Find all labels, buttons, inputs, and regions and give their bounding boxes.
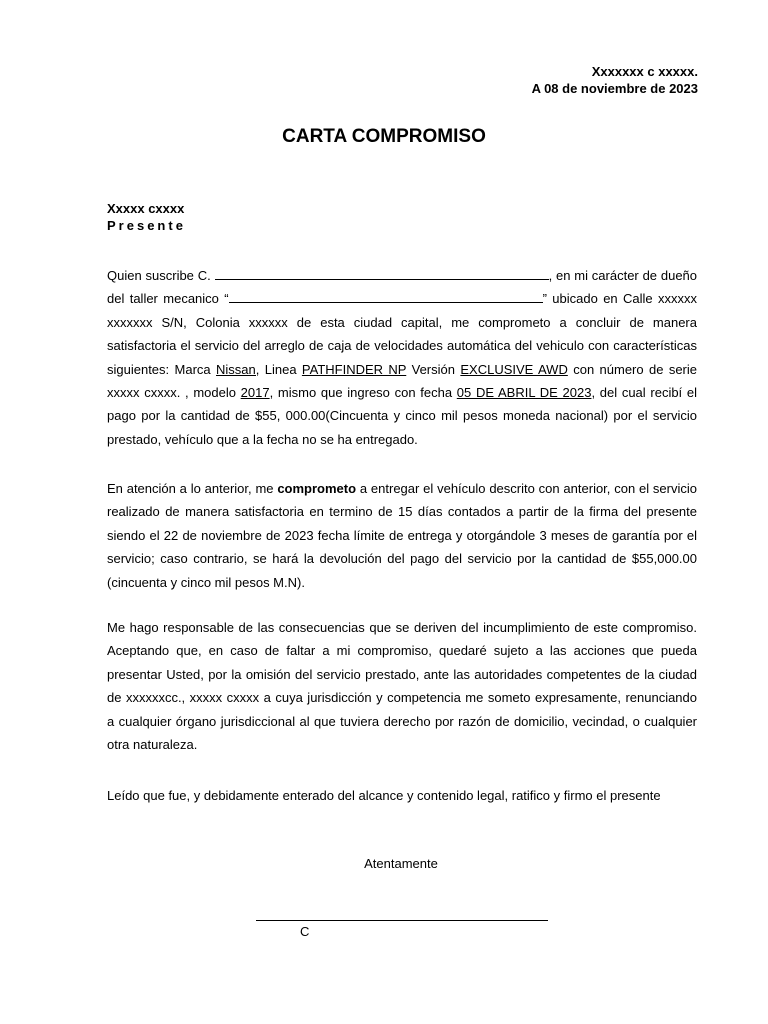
vehicle-version: EXCLUSIVE AWD bbox=[460, 361, 568, 377]
vehicle-line: PATHFINDER NP bbox=[301, 361, 407, 377]
entry-date: 05 DE ABRIL DE 2023 bbox=[456, 385, 592, 401]
vehicle-model: 2017 bbox=[240, 385, 270, 401]
addressee-name: Xxxxx cxxxx bbox=[107, 201, 185, 216]
paragraph-4: Leído que fue, y debidamente enterado del alcance y contenido legal, ratifico y firmo el presente bbox=[107, 788, 661, 803]
name-blank-line bbox=[215, 266, 549, 280]
p1-text-3: ” ubicado en Calle xxxxxx xxxxxxx S/N, Colonia xxxxxx de esta ciudad capital, me comprometo a concluir de manera satisfactoria el servicio del arreglo de caja de velocidades automática del vehiculo con características siguientes: Marca bbox=[107, 291, 698, 377]
p2-text-2: a entregar el vehículo descrito con anterior, con el servicio realizado de manera satisfactoria en termino de 15 días contados a partir de la firma del presente siendo el 22 de noviembre de 2023 fecha límite de entrega y otorgándole 3 meses de garantía por el servicio; caso contrario, se hará la devolución del pago del servicio por la cantidad de $55,000.00 (cincuenta y cinco mil pesos M.N). bbox=[107, 481, 697, 590]
p1-text-7: , mismo que ingreso con fecha bbox=[269, 385, 457, 401]
p1-text-6: con número de serie xxxxx cxxxx. , modelo bbox=[107, 361, 697, 401]
p2-text-1: En atención a lo anterior, me bbox=[107, 481, 278, 496]
paragraph-1 bbox=[107, 264, 697, 451]
p1-text-2: , en mi carácter de dueño del taller mecanico “ bbox=[107, 268, 698, 307]
addressee-block bbox=[107, 200, 186, 234]
header-date: A 08 de noviembre de 2023 bbox=[531, 81, 698, 96]
header-place: Xxxxxxx c xxxxx. bbox=[591, 64, 698, 79]
vehicle-brand: Nissan, bbox=[216, 361, 260, 377]
p1-text-8: , del cual recibí el pago por la cantidad de $55, 000.00(Cincuenta y cinco mil pesos moneda nacional) por el servicio prestado, vehículo que a la fecha no se ha entregado. bbox=[107, 385, 697, 447]
document-title: CARTA COMPROMISO bbox=[282, 126, 486, 147]
signature-line bbox=[256, 920, 548, 921]
signature-name: C bbox=[300, 924, 310, 939]
paragraph-3: Me hago responsable de las consecuencias que se deriven del incumplimiento de este compromiso. Aceptando que, en caso de faltar a mi compromiso, quedaré sujeto a las acciones que pueda presentar Usted, por la omisión del servicio prestado, ante las autoridades competentes de la ciudad de xxxxxxcc., xxxxx cxxxx a cuya jurisdicción y competencia me someto expresamente, renunciando a cualquier órgano jurisdiccional al que tuviera derecho por razón de domicilio, vecindad, o cualquier otra naturaleza. bbox=[107, 620, 697, 753]
paragraph-2 bbox=[107, 477, 697, 594]
p2-bold: comprometo bbox=[277, 481, 357, 496]
addressee-presente: Presente bbox=[107, 218, 186, 233]
p1-text-1: Quien suscribe C. bbox=[107, 268, 215, 283]
p1-text-5: Versión bbox=[406, 361, 461, 377]
workshop-blank-line bbox=[229, 289, 543, 303]
closing-text: Atentamente bbox=[364, 856, 438, 871]
header-block bbox=[532, 63, 698, 97]
p1-text-4: Linea bbox=[259, 361, 302, 377]
